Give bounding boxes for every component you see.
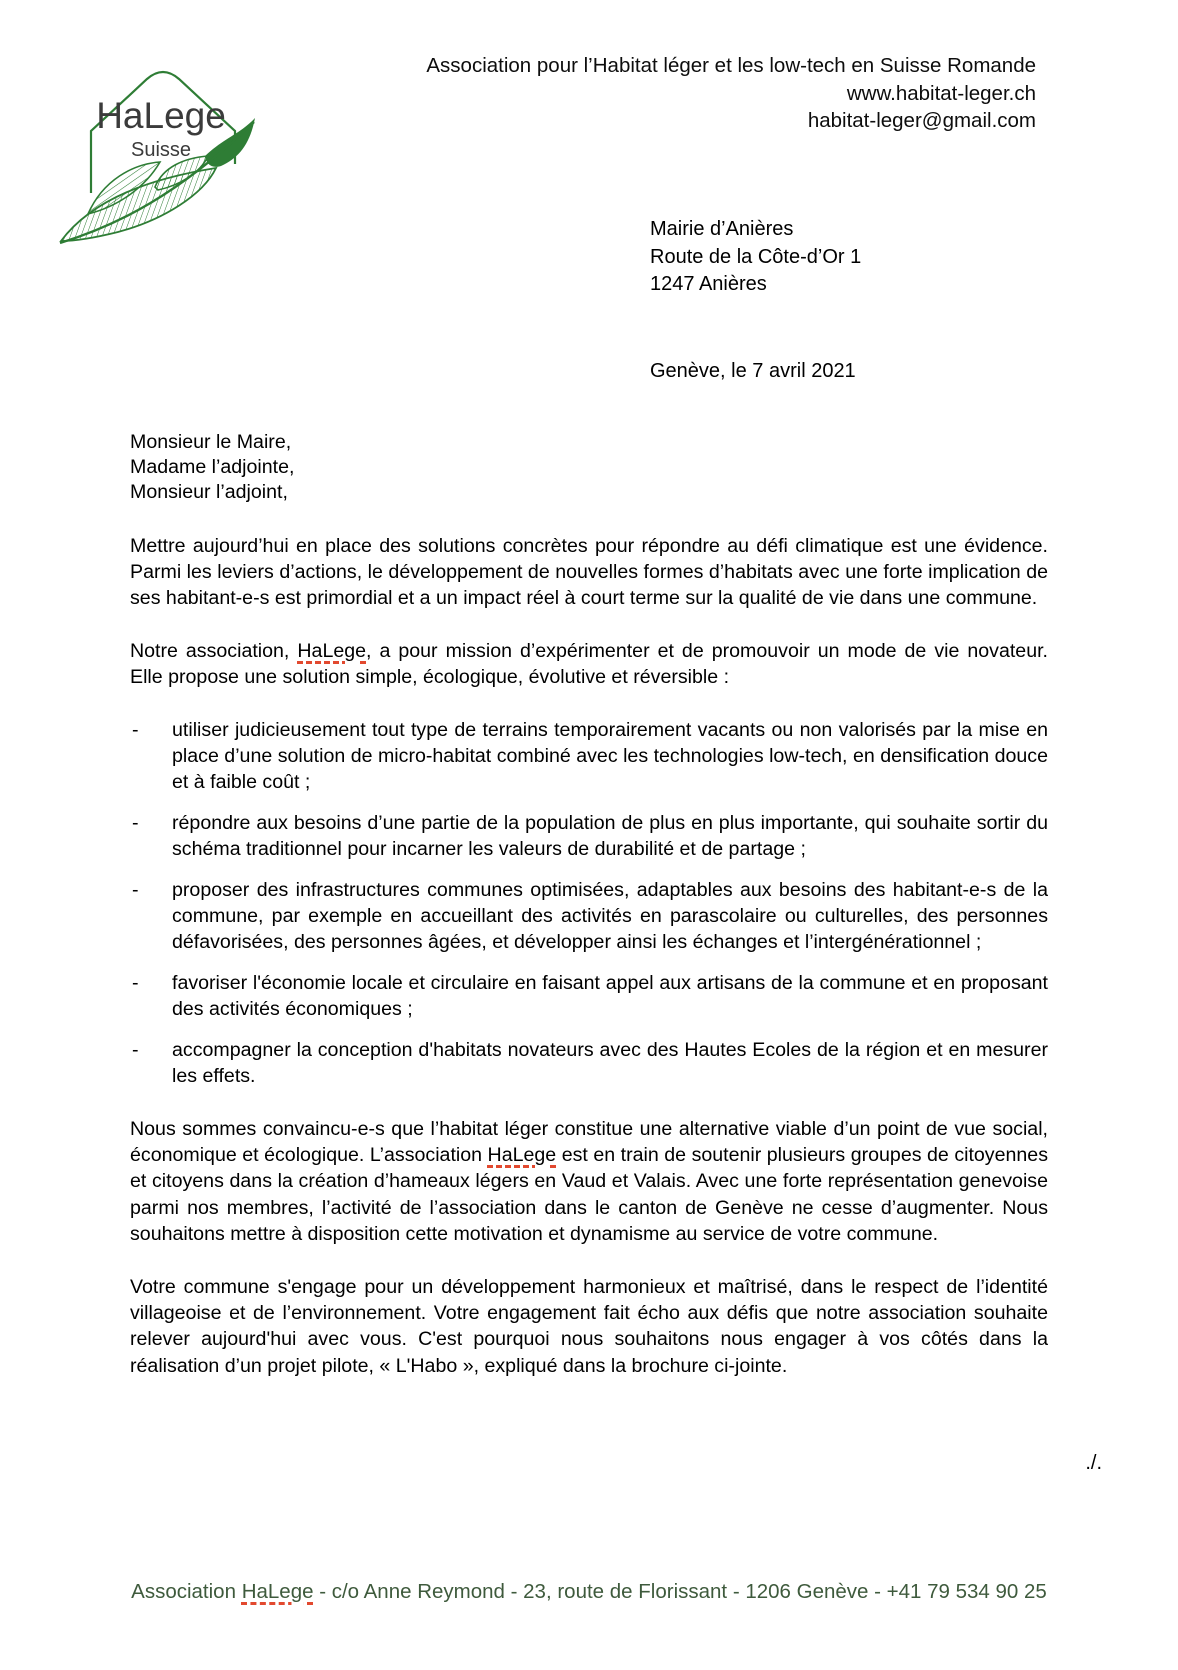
continuation-mark: ./. (1085, 1452, 1102, 1474)
list-item (130, 717, 1048, 796)
bullet-dash: - (132, 718, 139, 741)
paragraph-intro: Mettre aujourd’hui en place des solutions concrètes pour répondre au défi climatique est une évidence. Parmi les leviers d’actions, le développement de nouvelles formes d’habitats avec une forte implication de ses habitant-e-s est primordial et a un impact réel à court terme sur la qualité de vie dans une commune. (130, 534, 1048, 610)
paragraph-mission-text: Notre association, (130, 639, 298, 662)
letter-body (130, 430, 1048, 1405)
dateline: Genève, le 7 avril 2021 (650, 360, 856, 382)
bullet-dash: - (132, 878, 139, 901)
paragraph-engagement: Votre commune s'engage pour un développement harmonieux et maîtrisé, dans le respect de l’identité villageoise et de l’environnement. Votre engagement fait écho aux défis que notre association souhaite relever aujourd'hui avec vous. C'est pourquoi nous souhaitons nous engager à vos côtés dans la réalisation d’un projet pilote, « L'Habo », expliqué dans la brochure ci-jointe. (130, 1275, 1048, 1377)
list-item (130, 970, 1048, 1023)
paragraph-conviction (130, 1116, 1048, 1248)
salutation-line: Monsieur l’adjoint, (130, 481, 288, 504)
paragraph-conviction-text: Nous sommes convaincu-e-s que l’habitat léger constitue une alternative viable d’un point de vue social, économique et écologique. L’association (130, 1117, 1048, 1166)
brand-word-squiggle: HaLege (487, 1143, 557, 1166)
bullet-list (130, 717, 1048, 1090)
letterhead (426, 52, 1036, 135)
recipient-line: Route de la Côte-d’Or 1 (650, 245, 862, 268)
brand-word-squiggle: HaLege (241, 1580, 314, 1603)
bullet-dash: - (132, 811, 139, 834)
list-item (130, 810, 1048, 863)
bullet-dash: - (132, 971, 139, 994)
bullet-text: accompagner la conception d'habitats novateurs avec des Hautes Ecoles de la région et en mesurer les effets. (172, 1038, 1048, 1088)
bullet-text: proposer des infrastructures communes optimisées, adaptables aux besoins des habitant-e-s de la commune, par exemple en accueillant des activités en parascolaire ou culturelles, des personnes défavorisées, des personnes âgées, et développer ainsi les échanges et l’intergénérationnel ; (172, 878, 1048, 954)
logo-subtitle: Suisse (130, 139, 192, 161)
salutation-line: Madame l’adjointe, (130, 456, 295, 479)
letterhead-website: www.habitat-leger.ch (846, 81, 1036, 105)
list-item (130, 877, 1048, 956)
halege-logo (58, 50, 263, 245)
footer-text: Association (131, 1580, 242, 1603)
logo-wordmark: HaLege (96, 95, 226, 136)
footer-text: - c/o Anne Reymond - 23, route de Florissant - 1206 Genève - +41 79 534 90 25 (313, 1580, 1047, 1603)
bullet-dash: - (132, 1038, 139, 1061)
footer (0, 1580, 1178, 1604)
letterhead-org-line: Association pour l’Habitat léger et les low-tech en Suisse Romande (426, 54, 1036, 77)
bullet-text: utiliser judicieusement tout type de terrains temporairement vacants ou non valorisés par la mise en place d’une solution de micro-habitat combiné avec les technologies low-tech, en densification douce et à faible coût ; (172, 718, 1048, 794)
paragraph-mission (130, 638, 1048, 691)
letterhead-email: habitat-leger@gmail.com (807, 109, 1036, 132)
salutation-line: Monsieur le Maire, (130, 431, 292, 453)
paragraph-conviction-text: est en train de soutenir plusieurs groupes de citoyennes et citoyens dans la création d’hameaux légers en Vaud et Valais. Avec une forte représentation genevoise parmi nos membres, l’activité de l’association dans le canton de Genève ne cesse d’augmenter. Nous souhaitons mettre à disposition cette motivation et dynamisme au service de votre commune. (130, 1143, 1048, 1246)
salutation (130, 430, 1048, 506)
recipient-address (650, 216, 861, 299)
bullet-text: répondre aux besoins d’une partie de la population de plus en plus importante, qui souhaite sortir du schéma traditionnel pour incarner les valeurs de durabilité et de partage ; (172, 811, 1048, 861)
feather-icon (60, 118, 255, 243)
list-item (130, 1037, 1048, 1090)
brand-word-squiggle: HaLege (297, 639, 367, 662)
recipient-line: 1247 Anières (650, 273, 767, 295)
paragraph-mission-text: , a pour mission d’expérimenter et de promouvoir un mode de vie novateur. Elle propose une solution simple, écologique, évolutive et réversible : (130, 639, 1048, 689)
bullet-text: favoriser l'économie locale et circulaire en faisant appel aux artisans de la commune et en proposant des activités économiques ; (172, 971, 1048, 1021)
recipient-line: Mairie d’Anières (650, 218, 794, 240)
